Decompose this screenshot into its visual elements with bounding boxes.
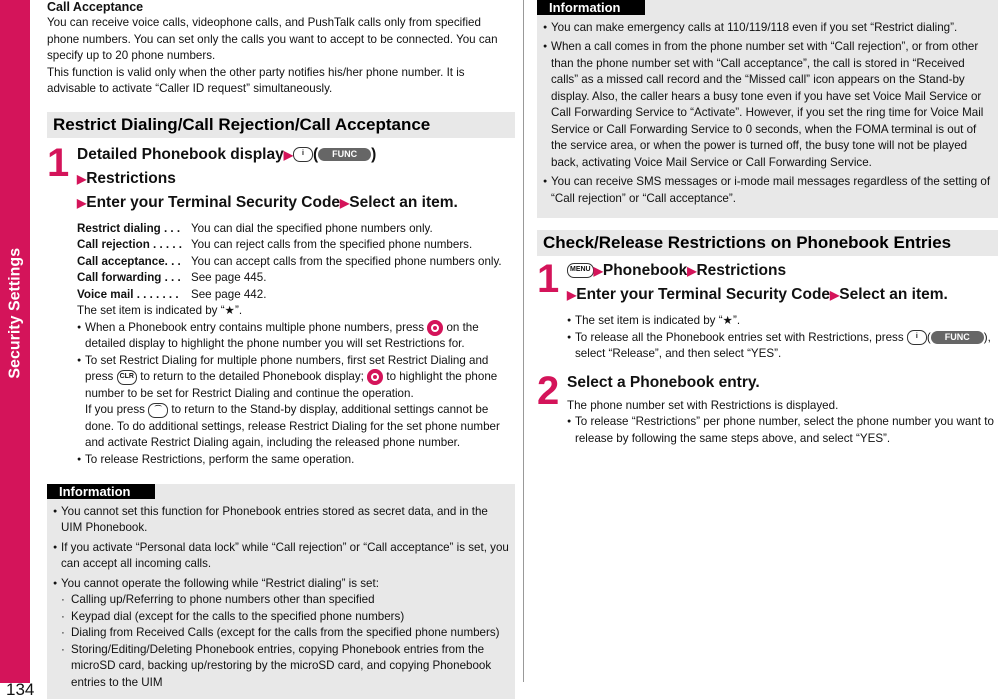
arrow-icon: ▶ bbox=[340, 195, 350, 210]
func-key-icon: FUNC bbox=[931, 331, 984, 344]
info-bullet: ● You can make emergency calls at 110/119/118 even if you set “Restrict dialing”. bbox=[543, 20, 994, 37]
call-acceptance-p1: You can receive voice calls, videophone calls, and PushTalk calls only from specified phone numbers. You can set only the calls you want to accept to be connected. You can specify up to 20 phone numbers. bbox=[47, 16, 498, 62]
call-acceptance-heading: Call Acceptance bbox=[47, 0, 144, 14]
bullet-3: ● To release Restrictions, perform the same operation. bbox=[77, 452, 515, 469]
item-list bbox=[77, 221, 515, 304]
arrow-icon: ▶ bbox=[77, 195, 87, 210]
info-bullet: ● When a call comes in from the phone number set with “Call rejection”, or from other than the phone number set with “Call acceptance”, the call is stored in “Received calls” as a missed call record and the “Missed call” icon appears on the Stand-by display. Also, the caller hears a busy tone even if you have set Voice Mail Service or Call Forwarding Service to “Activate”. However, if you set the ring time for Voice Mail Service or Call Forwarding Service to 0 seconds, when the FOMA terminal is out of the service area, or when the power is turned off, the busy tone will not be played back, activating Voice Mail Service or Call Forwarding Service. bbox=[543, 39, 994, 171]
bullet-2: ● To release all the Phonebook entries set with Restrictions, press i ( FUNC ), select “Release”, and then select “YES”. bbox=[567, 330, 998, 363]
restrict-step-1 bbox=[47, 140, 515, 469]
step-number: 1 bbox=[537, 257, 560, 301]
step-text: Detailed Phonebook display▶ i ( FUNC ) ▶Restrictions ▶Enter your Terminal Security Code▶Select an item. bbox=[77, 145, 458, 211]
info-sub: · Keypad dial (except for the calls to the specified phone numbers) bbox=[53, 609, 511, 626]
bullet-1: ● The set item is indicated by “★”. bbox=[567, 313, 998, 330]
step-number: 2 bbox=[537, 368, 560, 413]
column-divider bbox=[523, 0, 524, 682]
page-number: 134 bbox=[6, 680, 35, 699]
func-key-icon: FUNC bbox=[318, 148, 371, 161]
menu-key-icon: MENU bbox=[567, 263, 594, 278]
clr-key-icon: CLR bbox=[117, 370, 137, 385]
info-bullet: ● You cannot set this function for Phonebook entries stored as secret data, and in the UIM Phonebook. bbox=[53, 504, 511, 537]
item-row: Voice mail . . . . . . . See page 442. bbox=[77, 287, 267, 301]
arrow-icon: ▶ bbox=[593, 264, 603, 278]
right-column bbox=[537, 0, 998, 447]
select-key-icon bbox=[427, 320, 443, 336]
check-section-title: Check/Release Restrictions on Phonebook Entries bbox=[537, 230, 998, 256]
bullet-1: ● When a Phonebook entry contains multiple phone numbers, press on the detailed display to highlight the phone number you will set Restrictions for. bbox=[77, 320, 515, 353]
item-row: Call forwarding . . . See page 445. bbox=[77, 271, 267, 284]
arrow-icon: ▶ bbox=[77, 171, 87, 186]
step-text: MENU ▶Phonebook▶Restrictions ▶Enter your Terminal Security Code▶Select an item. bbox=[567, 262, 948, 303]
info-header: Information bbox=[47, 484, 155, 499]
arrow-icon: ▶ bbox=[830, 288, 840, 302]
arrow-icon: ▶ bbox=[283, 147, 293, 162]
arrow-icon: ▶ bbox=[687, 264, 697, 278]
info-box-right bbox=[537, 0, 998, 218]
side-tab bbox=[0, 0, 30, 683]
info-sub: · Storing/Editing/Deleting Phonebook entries, copying Phonebook entries from the microSD card, backing up/restoring by the microSD card, and copying Phonebook entries to the UIM bbox=[53, 642, 511, 692]
info-header: Information bbox=[537, 0, 645, 15]
i-key-icon: i bbox=[293, 147, 313, 162]
arrow-icon: ▶ bbox=[567, 288, 577, 302]
end-key-icon: ⌒ bbox=[148, 403, 168, 418]
call-acceptance-p2: This function is valid only when the other party notifies his/her phone number. It is advisable to activate “Caller ID request” simultaneously. bbox=[47, 65, 465, 95]
step2-text: The phone number set with Restrictions is displayed. bbox=[567, 398, 839, 412]
step-text: Select a Phonebook entry. bbox=[567, 373, 760, 391]
bullet-1: ● To release “Restrictions” per phone number, select the phone number you want to release by following the same steps above, and select “YES”. bbox=[567, 414, 998, 447]
info-box-left bbox=[47, 484, 515, 699]
select-key-icon bbox=[367, 369, 383, 385]
info-bullet: ● If you activate “Personal data lock” while “Call rejection” or “Call acceptance” is set, you can accept all incoming calls. bbox=[53, 540, 511, 573]
step-number: 1 bbox=[47, 140, 70, 185]
info-sub: · Calling up/Referring to phone numbers other than specified bbox=[53, 592, 511, 609]
i-key-icon: i bbox=[907, 330, 927, 345]
left-column bbox=[47, 0, 515, 699]
check-step-1 bbox=[537, 259, 998, 363]
check-step-2 bbox=[537, 368, 998, 448]
star-note: The set item is indicated by “★”. bbox=[77, 304, 243, 317]
restrict-section-title: Restrict Dialing/Call Rejection/Call Acceptance bbox=[47, 112, 515, 138]
info-bullet: ● You cannot operate the following while “Restrict dialing” is set: bbox=[53, 576, 511, 593]
info-bullet: ● You can receive SMS messages or i-mode mail messages regardless of the setting of “Call rejection” or “Call acceptance”. bbox=[543, 174, 994, 207]
info-sub: · Dialing from Received Calls (except for the calls from the specified phone numbers) bbox=[53, 625, 511, 642]
item-row: Restrict dialing . . . You can dial the specified phone numbers only. bbox=[77, 221, 433, 235]
item-row: Call acceptance. . . You can accept calls from the specified phone numbers only. bbox=[77, 254, 502, 268]
side-tab-label: Security Settings bbox=[6, 247, 24, 379]
bullet-2: ● To set Restrict Dialing for multiple phone numbers, first set Restrict Dialing and press CLR to return to the detailed Phonebook display; to highlight the phone number to be set for Restrict Dialing and continue the operation. If you press ⌒ to return to the Stand-by display, additional settings cannot be done. To do additional settings, release Restrict Dialing for the set phone number and activate Restrict Dialing again, including the released phone number. bbox=[77, 353, 515, 452]
item-row: Call rejection . . . . . You can reject calls from the specified phone numbers. bbox=[77, 238, 473, 251]
